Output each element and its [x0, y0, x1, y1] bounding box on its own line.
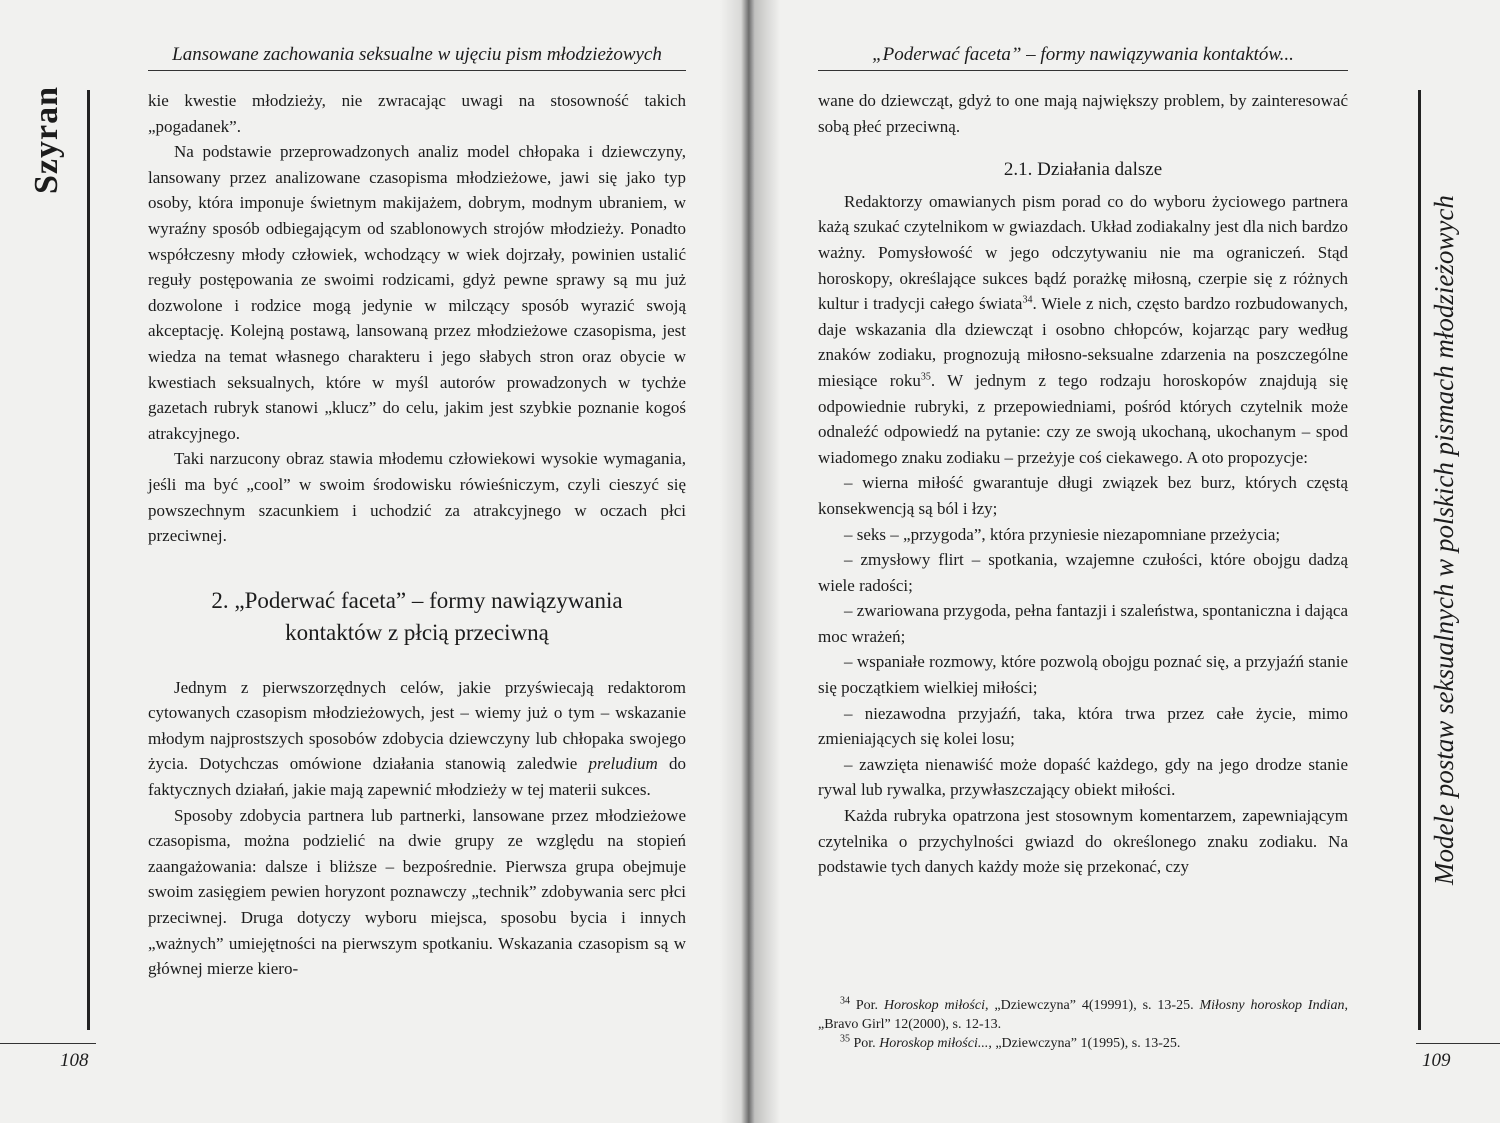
footnote — [818, 996, 1348, 1034]
paragraph: wane do dziewcząt, gdyż to one mają największy problem, by zainteresować sobą płeć przeciwną. — [818, 91, 1348, 136]
italic-term: preludium — [588, 754, 658, 774]
right-page — [748, 0, 1500, 1123]
left-text-column — [148, 88, 686, 982]
text-run: . W jednym z tego rodzaju horoskopów znajdują się odpowiednie rubryki, z przepowiedniami, pośród których czytelnik może odnaleźć odpowiedź na pytanie: czy ze swoją ukochaną, ukochanym – spod wiadomego znaku zodiaku – przeżyje coś ciekawego. A oto propozycje: — [818, 370, 1348, 467]
text-run: , „Dziewczyna” 1(1995), s. 13-25. — [988, 1036, 1181, 1051]
right-text-column — [818, 88, 1348, 880]
paragraph: Każda rubryka opatrzona jest stosownym komentarzem, zapewniającym czytelnika o przychylności gwiazd do określonego znaku zodiaku. Na podstawie tych danych każdy może się przekonać, czy — [818, 806, 1348, 877]
text-run: Redaktorzy omawianych pism porad co do wyboru życiowego partnera każą szukać czytelnikom w gwiazdach. Układ zodiakalny jest dla nich bardzo ważny. Pomysłowość w jego odczytywaniu nie ma ograniczeń. Stąd horoskopy, określające sukces bądź porażkę miłosną, czerpie się z różnych kultur i tradycji całego świata — [818, 191, 1348, 314]
side-rule-right — [1418, 90, 1421, 1030]
paragraph: kie kwestie młodzieży, nie zwracając uwagi na stosowność takich „pogadanek”. — [148, 91, 686, 136]
text-run: Jednym z pierwszorzędnych celów, jakie przyświecają redaktorom cytowanych czasopism młodzieżowych, jest – wiemy już o tym – wskazanie młodym najprostszych sposobów zdobycia dziewczyny lub chłopaka swojego życia. Dotychczas omówione działania stanowią zaledwie — [148, 677, 686, 774]
text-run: , „Dziewczyna” 4(19991), s. 13-25. — [984, 998, 1200, 1013]
book-title-side-label: Modele postaw seksualnych w polskich pismach młodzieżowych — [1429, 195, 1459, 886]
text-run: do faktycznych działań, jakie mają zapewnić młodzieży w tej materii sukces. — [148, 754, 686, 800]
paragraph: Na podstawie przeprowadzonych analiz model chłopaka i dziewczyny, lansowany przez analizowane czasopisma młodzieżowe, jawi się jako typ osoby, która imponuje świetnym makijażem, dobrym, modnym ubraniem, w wyraźny sposób odbiegającym od szablonowych strojów młodzieży. Ponadto współczesny młody człowiek, wchodzący w wiek dojrzały, powinien ustalić reguły postępowania ze swoimi rodzicami, gdyż pewne sprawy są mu już dozwolone i rodzice mogą jedynie w milczący sposób wyrazić swoją akceptację. Kolejną postawą, lansowaną przez młodzieżowe czasopisma, jest wiedza na temat własnego charakteru i jego słabych stron oraz obycie w kwestiach seksualnych, które w myśl autorów prowadzonych w tychże gazetach rubryk stanowi „klucz” do celu, jakim jest szybkie poznanie kogoś atrakcyjnego. — [148, 142, 686, 443]
text-run: , „Bravo Girl” 12(2000), s. 12-13. — [818, 998, 1348, 1032]
list-item: – wspaniałe rozmowy, które pozwolą obojgu poznać się, a przyjaźń stanie się początkiem wielkiej miłości; — [818, 652, 1348, 698]
list-item: – niezawodna przyjaźń, taka, która trwa przez całe życie, mimo zmieniających się kolei losu; — [818, 703, 1348, 749]
bottom-rule-right — [1416, 1043, 1500, 1044]
page-number-right: 109 — [1422, 1050, 1451, 1071]
list-item: – zwariowana przygoda, pełna fantazji i szaleństwa, spontaniczna i dająca moc wrażeń; — [818, 601, 1348, 646]
bottom-rule-left — [0, 1043, 96, 1044]
footnote-number: 34 — [840, 995, 850, 1007]
paragraph — [818, 189, 1348, 471]
italic-title: Horoskop miłości — [883, 998, 985, 1013]
paragraph: Taki narzucony obraz stawia młodemu człowiekowi wysokie wymagania, jeśli ma być „cool” w swoim środowisku rówieśniczym, czyli cieszyć się powszechnym szacunkiem i uchodzić za atrakcyjnego w oczach płci przeciwnej. — [148, 449, 686, 546]
paragraph: Sposoby zdobycia partnera lub partnerki, lansowane przez młodzieżowe czasopisma, można podzielić na dwie grupy ze względu na stopień zaangażowania: dalsze i bliższe – bezpośrednie. Pierwsza grupa obejmuje swoim zasięgiem pewien horyzont poznawczy „technik” zdobywania serc płci przeciwnej. Druga dotyczy wyboru miejsca, sposobu bycia i innych „ważnych” umiejętności na pierwszym spotkaniu. Wskazania czasopism są w głównej mierze kiero- — [148, 805, 686, 979]
running-head-right: „Poderwać faceta” – formy nawiązywania kontaktów... — [818, 44, 1348, 71]
italic-title: Horoskop miłości... — [879, 1036, 989, 1051]
footnotes — [818, 996, 1348, 1053]
running-head-left: Lansowane zachowania seksualne w ujęciu pism młodzieżowych — [148, 44, 686, 71]
list-item: – seks – „przygoda”, która przyniesie niezapomniane przeżycia; — [844, 524, 1281, 544]
section-heading — [148, 585, 686, 649]
section-heading-line: 2. „Poderwać faceta” – formy nawiązywania — [211, 587, 623, 613]
text-run: Por. — [850, 998, 884, 1013]
left-page — [0, 0, 748, 1123]
footnote-ref[interactable]: 35 — [920, 371, 931, 383]
footnote-ref[interactable]: 34 — [1022, 294, 1033, 306]
list-item: – zawzięta nienawiść może dopaść każdego, gdy na jego drodze stanie rywal lub rywalka, przywłaszczający obiekt miłości. — [818, 754, 1348, 800]
page-number-left: 108 — [60, 1050, 89, 1071]
list-item: – zmysłowy flirt – spotkania, wzajemne czułości, które obojgu dadzą wiele radości; — [818, 550, 1348, 595]
footnote-number: 35 — [840, 1033, 850, 1045]
section-heading-line: kontaktów z płcią przeciwną — [285, 619, 549, 645]
list-item: – wierna miłość gwarantuje długi związek bez burz, których częstą konsekwencją są ból i łzy; — [818, 473, 1348, 518]
italic-title: Miłosny horoskop Indian — [1199, 998, 1345, 1013]
author-side-label: Szyran — [28, 86, 65, 194]
side-rule-left — [87, 90, 90, 1030]
text-run: . Wiele z nich, często bardzo rozbudowanych, daje wskazania dla dziewcząt i osobno chłopców, kojarząc pary według znaków zodiaku, prognozują miłosno-seksualne zdarzenia na poszczególne miesiące roku — [818, 294, 1348, 390]
subsection-heading: 2.1. Działania dalsze — [1003, 159, 1163, 181]
text-run: Por. — [850, 1036, 880, 1051]
paragraph — [148, 675, 686, 803]
footnote — [818, 1034, 1348, 1053]
